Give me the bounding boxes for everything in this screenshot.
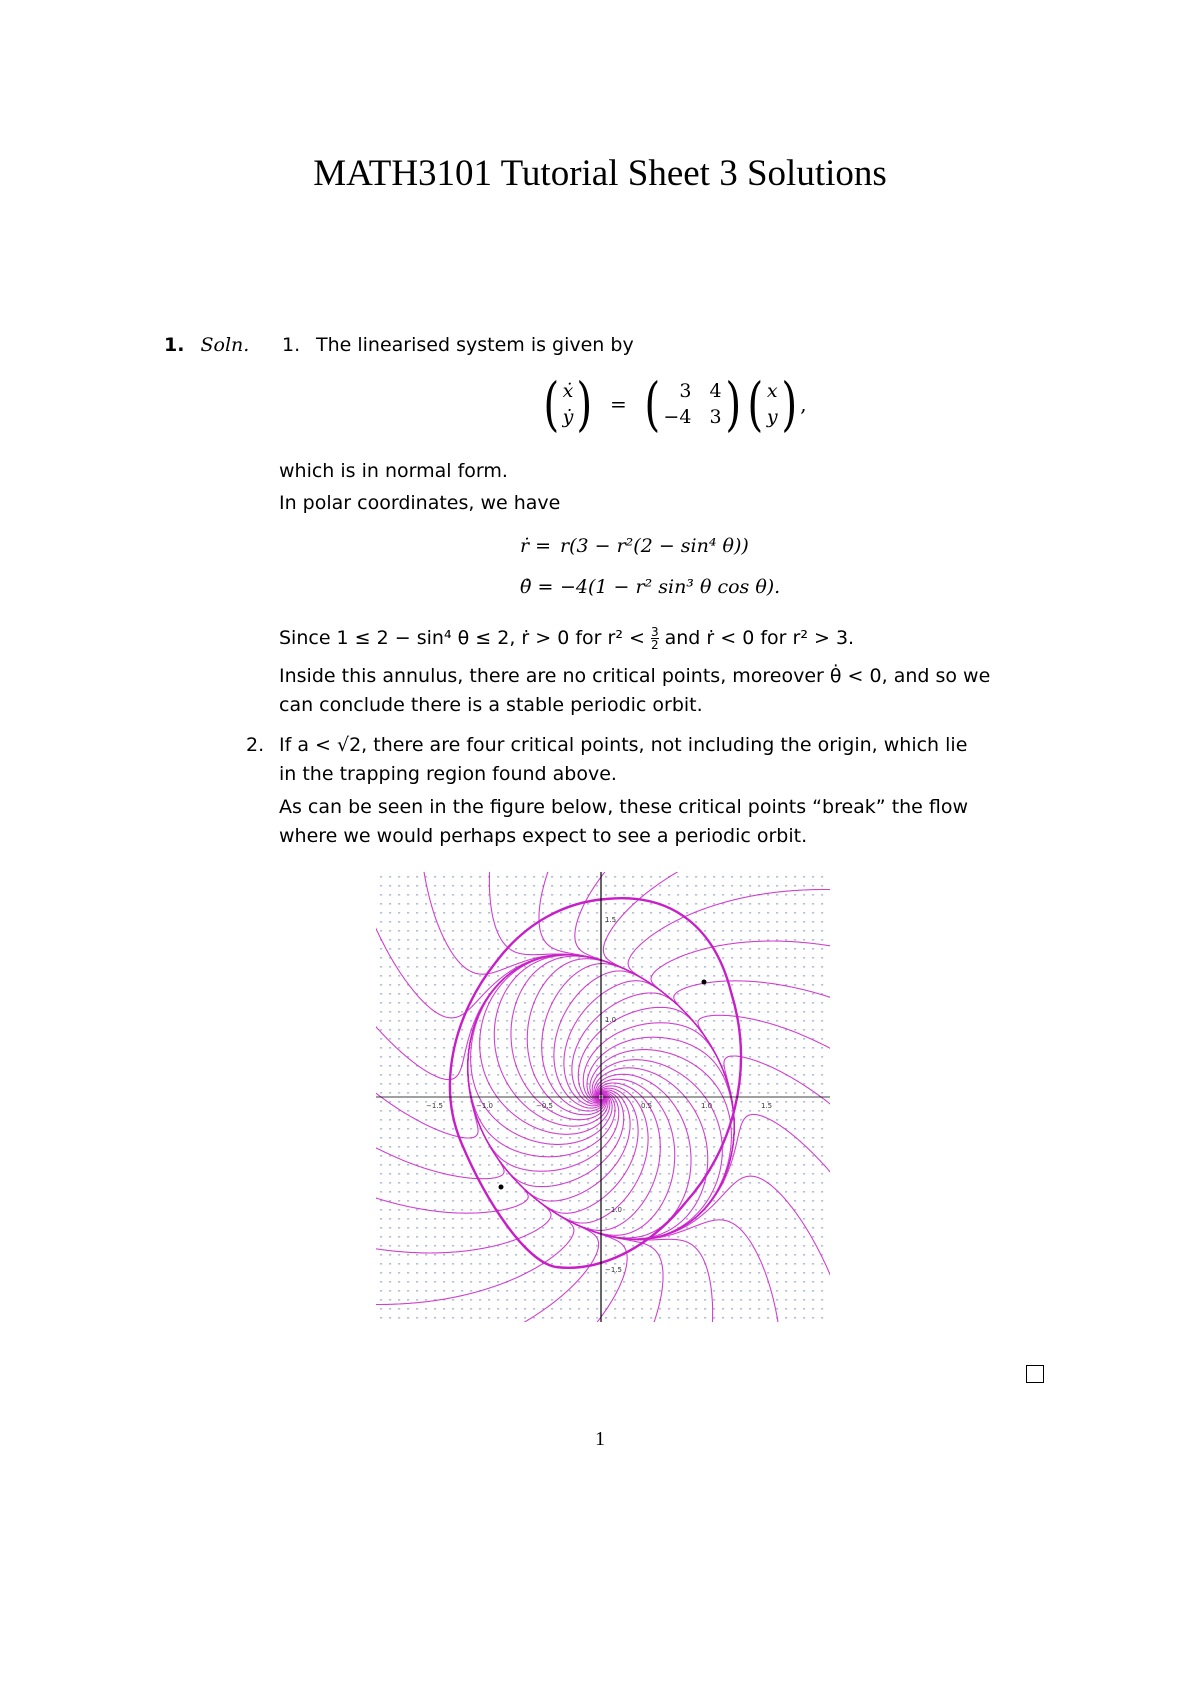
inside-line-1: Inside this annulus, there are no critical points, moreover θ̇ < 0, and so we bbox=[279, 665, 991, 687]
flow-line bbox=[584, 1317, 601, 1322]
x-tick-label: 1.0 bbox=[701, 1102, 713, 1110]
part2-label: 2. bbox=[246, 734, 265, 756]
part2-line-1: If a < √2, there are four critical points, not including the origin, which lie bbox=[279, 734, 968, 756]
y-tick-label: 1.0 bbox=[605, 1016, 617, 1024]
critical-point bbox=[702, 980, 707, 985]
flow-line bbox=[376, 1193, 411, 1207]
matrix-equation: ( ẋ ẏ ) = ( 3 4 −4 3 ) ( x y ) , bbox=[543, 370, 807, 438]
part1-label: 1. bbox=[282, 334, 301, 356]
three-halves-fraction: $\frac{3}{2}$ bbox=[650, 625, 659, 652]
inside-line-2: can conclude there is a stable periodic orbit. bbox=[279, 694, 703, 716]
flow-line bbox=[376, 1140, 389, 1154]
flow-line bbox=[468, 955, 595, 1288]
eq-theta-lhs: θ̇ = bbox=[520, 576, 554, 598]
flow-line bbox=[480, 955, 717, 1134]
part1-intro: The linearised system is given by bbox=[316, 334, 634, 356]
flow-line bbox=[814, 1154, 831, 1186]
flow-line bbox=[376, 1246, 445, 1253]
flow-line bbox=[376, 1288, 491, 1305]
y-tick-label: −1.5 bbox=[605, 1266, 622, 1274]
flow-line bbox=[381, 955, 701, 1138]
flow-line bbox=[648, 1310, 658, 1323]
flow-line bbox=[468, 955, 624, 1187]
x-tick-label: −1.0 bbox=[476, 1102, 493, 1110]
x-tick-label: −0.5 bbox=[536, 1102, 553, 1110]
normal-form-text: which is in normal form. bbox=[279, 460, 508, 482]
problem-number: 1. bbox=[164, 334, 185, 356]
flow-line bbox=[389, 955, 660, 1179]
periodic-orbit bbox=[450, 898, 741, 1268]
flow-line bbox=[711, 1288, 713, 1323]
part2-line-4: where we would perhaps expect to see a periodic orbit. bbox=[279, 825, 808, 847]
x-tick-label: −1.5 bbox=[426, 1102, 443, 1110]
since-line: Since 1 ≤ 2 − sin⁴ θ ≤ 2, ṙ > 0 for r² < $\frac{3}{2}$ and ṙ < 0 for r² > 3. bbox=[279, 625, 855, 652]
flow-line bbox=[489, 872, 491, 907]
page-number: 1 bbox=[595, 1428, 605, 1450]
flow-line bbox=[608, 907, 735, 1240]
soln-label: Soln. bbox=[200, 334, 250, 356]
flow-line bbox=[495, 1310, 544, 1323]
flow-line bbox=[468, 955, 663, 1309]
flow-line bbox=[792, 1207, 831, 1304]
phase-portrait-figure bbox=[376, 872, 830, 1322]
page-title: MATH3101 Tutorial Sheet 3 Solutions bbox=[313, 153, 887, 194]
flow-line bbox=[578, 1007, 734, 1239]
lhs-vector: ẋ ẏ bbox=[562, 380, 574, 428]
flow-line bbox=[757, 941, 830, 948]
polar-intro-text: In polar coordinates, we have bbox=[279, 492, 561, 514]
flow-line bbox=[792, 987, 831, 1001]
eq-theta-rhs: −4(1 − r² sin³ θ cos θ). bbox=[560, 576, 781, 598]
rhs-vector: x y bbox=[766, 380, 778, 428]
y-tick-label: 1.5 bbox=[605, 916, 617, 924]
eq-r-rhs: r(3 − r²(2 − sin⁴ θ)) bbox=[560, 535, 749, 557]
x-tick-label: 0.5 bbox=[641, 1102, 653, 1110]
flow-line bbox=[494, 955, 730, 1126]
flow-line bbox=[527, 959, 734, 1173]
flow-line bbox=[376, 1009, 389, 1041]
flow-line bbox=[376, 890, 411, 987]
qed-box bbox=[1026, 1365, 1044, 1383]
x-tick-label: 1.5 bbox=[761, 1102, 773, 1110]
critical-point bbox=[499, 1185, 504, 1190]
problem-header bbox=[164, 331, 249, 360]
flow-line bbox=[542, 1015, 813, 1239]
part2-line-2: in the trapping region found above. bbox=[279, 763, 617, 785]
eq-r-lhs: ṙ = bbox=[520, 535, 552, 557]
coefficient-matrix: 3 4 −4 3 bbox=[663, 380, 722, 428]
flow-line bbox=[658, 872, 707, 885]
y-tick-label: −1.0 bbox=[605, 1206, 622, 1214]
flow-line bbox=[471, 955, 697, 1145]
part2-line-3: As can be seen in the figure below, these critical points “break” the flow bbox=[279, 796, 969, 818]
flow-line bbox=[544, 872, 554, 885]
